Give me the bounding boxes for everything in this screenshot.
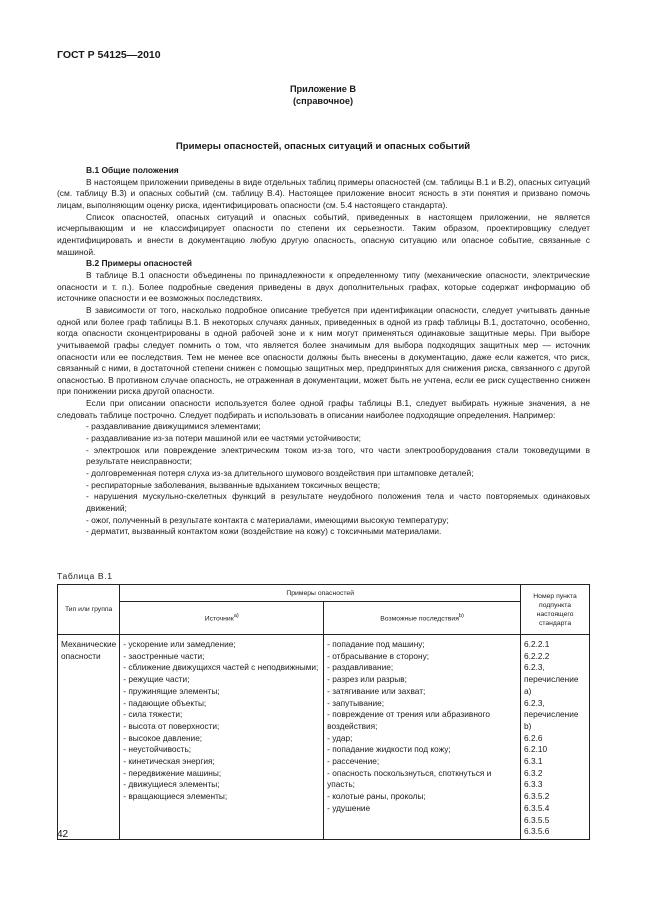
source-item: - передвижение машины; (123, 767, 222, 778)
consequence-item: - раздавливание; (327, 662, 394, 673)
paragraph (57, 305, 590, 398)
paragraph-text: Список опасностей, опасных ситуаций и опасных событий, приведенных в настоящем приложении, не является исчерпывающим и не классифицирует опасности по степени их серьезности. Таким образом, проектировщику следует идентифицировать и внести в документацию любую другую опасность, опасную ситуацию или опасное событие, связанные с машиной. (57, 211, 590, 257)
list-item: - долговременная потеря слуха из-за длительного шумового воздействия при штамповке деталей; (86, 468, 474, 479)
source-item: - сближение движущихся частей с неподвижными; (123, 662, 319, 673)
table-subheader-row (58, 602, 590, 635)
source-item: - ускорение или замедление; (123, 639, 236, 649)
paragraph (57, 212, 590, 259)
table-row (58, 635, 590, 840)
consequence-item: - удушение (327, 802, 371, 813)
document-title: Примеры опасностей, опасных ситуаций и опасных событий (175, 141, 471, 152)
consequences-list (327, 639, 517, 815)
source-item: - высокое давление; (123, 732, 203, 743)
source-item: - падающие объекты; (123, 697, 207, 708)
consequence-item: - попадание под машину; (327, 639, 425, 649)
consequence-item: - попадание жидкости под кожу; (327, 744, 451, 755)
paragraph (57, 398, 590, 421)
ref-item: 6.3.3 (524, 779, 543, 790)
consequence-item: - колотые раны, проколы; (327, 791, 426, 802)
list-item: - раздавливание из-за потери машиной или ее частями устойчивости; (86, 433, 361, 444)
source-item: - движущиеся элементы; (123, 779, 220, 790)
annex-subtitle: (справочное) (292, 96, 353, 106)
ref-item: 6.3.2 (524, 767, 543, 778)
hazards-table (57, 584, 590, 840)
ref-item: 6.3.5.6 (524, 826, 550, 837)
page-number: 42 (57, 829, 69, 840)
list-item: - ожог, полученный в результате контакта с материалами, имеющими высокую температуру; (86, 514, 449, 525)
source-item: - высота от поверхности; (123, 720, 220, 731)
paragraph-text: Если при описании опасности используется более одной графы таблицы В.1, следует выбирать нужные значения, а не следовать таблице построчно. Следует подбирать и использовать в описании наиболее подходящие определения. Например: (57, 398, 590, 420)
ref-item: 6.2.10 (524, 744, 548, 755)
paragraph-text: В зависимости от того, насколько подробное описание требуется при идентификации опасности, следует учитывать данные одной или более граф таблицы В.1. В некоторых случаях данных, приведенных в одной из граф таблицы В.1, достаточно, особенно, когда опасности сконцентрированы в одной рабочей зоне и к ним могут применяться одинаковые защитные меры. При выборе учитываемой графы следует помнить о том, что является более значимым для выбора подходящих защитных мер — источник опасности или ее последствия. Тем не менее все опасности должны быть внесены в документацию, даже если кажется, что риск, связанный с ними, в достаточной степени снижен с помощью защитных мер, предпринятых для снижения риска, связанного с другой опасностью. В противном случае опасность, не отраженная в документации, может быть не учтена, если ее риск существенно снижен при понижении риска другой опасности. (57, 304, 590, 397)
header-consequences (324, 602, 521, 635)
source-item: - заостренные части; (123, 650, 205, 661)
list-item: - нарушения мускульно-скелетных функций в результате неудобного положения тела и часто повторяемых одинаковых движений; (86, 491, 590, 514)
table-header-row (58, 585, 590, 602)
section-heading-b1: В.1 Общие положения (86, 165, 179, 175)
ref-item: 6.2.3, перечисление а) (524, 662, 579, 696)
source-item: - неустойчивость; (123, 744, 192, 755)
consequence-item: - разрез или разрыв; (327, 674, 407, 685)
header-type: Тип или группа (58, 585, 120, 635)
ref-item: 6.3.5.5 (524, 814, 550, 825)
consequence-item: - затягивание или захват; (327, 685, 426, 696)
consequence-item: - запутывание; (327, 697, 385, 708)
source-item: - режущие части; (123, 674, 190, 685)
header-source (120, 602, 324, 635)
header-consequences-text: Возможные последствия (380, 615, 459, 623)
section-heading-b2: В.2 Примеры опасностей (86, 258, 192, 269)
consequence-item: - отбрасывание в сторону; (327, 650, 430, 661)
sources-list (123, 639, 320, 803)
ref-item: 6.3.1 (524, 756, 543, 767)
paragraph-text: В настоящем приложении приведены в виде отдельных таблиц примеры опасностей (см. таблицы В.1 и В.2), опасных ситуаций (см. таблицу В.3) и опасных событий (см. таблицу В.4). Настоящее приложение вносит ясность в эти понятия и призвано помочь лицам, выполняющим оценку риска, идентифицировать опасности (см. 5.4 настоящего стандарта). (57, 176, 590, 210)
paragraph (57, 177, 590, 212)
example-list (86, 421, 590, 538)
annex-title: Приложение В (289, 84, 357, 94)
ref-item: 6.2.3, перечисление b) (524, 697, 579, 731)
cell-consequences (324, 635, 521, 840)
header-source-note: а) (233, 613, 239, 620)
table-caption: Таблица В.1 (57, 571, 113, 581)
consequence-item: - удар; (327, 732, 353, 743)
consequence-item: - рассечение; (327, 756, 380, 767)
source-item: - кинетическая энергия; (123, 756, 215, 767)
ref-item: 6.2.2.1 (524, 639, 550, 649)
refs-list (524, 639, 586, 838)
ref-item: 6.2.6 (524, 732, 543, 743)
consequence-item: - повреждение от трения или абразивного воздействия; (327, 709, 490, 731)
header-ref: Номер пункта подпункта настоящего стандарта (521, 585, 590, 635)
body-text (57, 165, 590, 538)
cell-sources (120, 635, 324, 840)
list-item: - дерматит, вызванный контактом кожи (воздействие на кожу) с токсичными материалами. (86, 526, 442, 537)
source-item: - сила тяжести; (123, 709, 183, 720)
ref-item: 6.2.2.2 (524, 650, 550, 661)
annex-heading (0, 83, 646, 107)
ref-item: 6.3.5.4 (524, 802, 550, 813)
standard-header: ГОСТ Р 54125—2010 (57, 49, 161, 61)
paragraph (57, 270, 590, 305)
cell-type: Механические опасности (58, 635, 120, 840)
header-consequences-note: b) (458, 613, 464, 620)
list-item: - раздавливание движущимися элементами; (86, 421, 261, 432)
list-item: - электрошок или повреждение электрическим током из-за того, что части электрооборудования стали токоведущими в результате неисправности; (86, 444, 590, 467)
paragraph-text: В таблице В.1 опасности объединены по принадлежности к определенному типу (механические опасности, электрические опасности и т. п.). Более подробные сведения приведены в двух дополнительных графах, которые содержат информацию об источнике опасности и ее возможных последствиях. (57, 269, 590, 304)
header-examples: Примеры опасностей (120, 585, 521, 602)
ref-item: 6.3.5.2 (524, 791, 550, 802)
list-item: - респираторные заболевания, вызванные вдыханием токсичных веществ; (86, 479, 381, 490)
source-item: - вращающиеся элементы; (123, 791, 228, 802)
consequence-item: - опасность поскользнуться, споткнуться и упасть; (327, 767, 492, 790)
cell-refs (521, 635, 590, 840)
source-item: - пружинящие элементы; (123, 685, 220, 696)
header-source-text: Источник (204, 615, 234, 623)
